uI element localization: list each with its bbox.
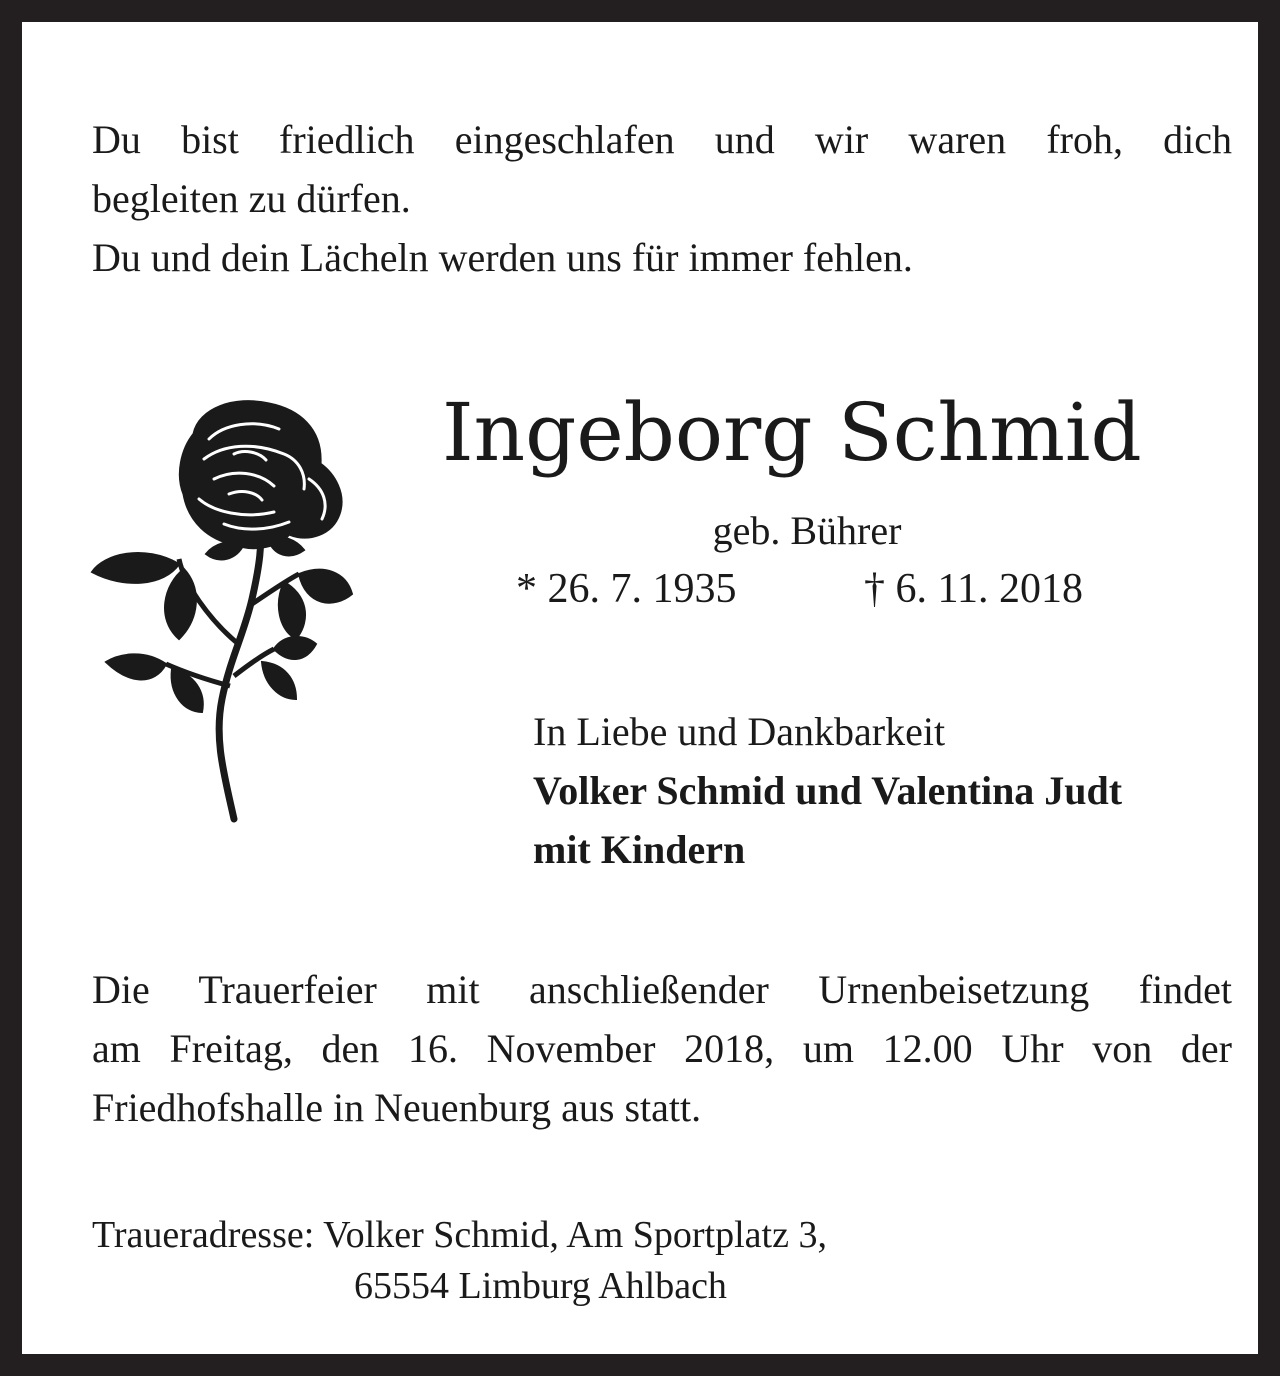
ceremony-line-1: Die Trauerfeier mit anschließender Urnenbeisetzung findet — [92, 967, 1232, 1012]
ceremony-line-2: am Freitag, den 16. November 2018, um 12.00 Uhr von der — [92, 1026, 1232, 1071]
mourners-family: mit Kindern — [533, 827, 746, 872]
intro-line-3: Du und dein Lächeln werden uns für immer fehlen. — [92, 235, 913, 280]
rose-icon — [84, 394, 359, 834]
ceremony-info — [92, 960, 1232, 1137]
deceased-name: Ingeborg Schmid — [442, 386, 1142, 479]
intro-verse — [92, 110, 1232, 287]
mourners-intro: In Liebe und Dankbarkeit — [533, 709, 946, 754]
address-line-2: 65554 Limburg Ahlbach — [354, 1265, 727, 1307]
ceremony-line-3: Friedhofshalle in Neuenburg aus statt. — [92, 1085, 702, 1130]
death-date: † 6. 11. 2018 — [864, 566, 1083, 612]
intro-line-1: Du bist friedlich eingeschlafen und wir waren froh, dich — [92, 117, 1232, 162]
intro-line-2: begleiten zu dürfen. — [92, 176, 411, 221]
maiden-name: geb. Bührer — [712, 508, 902, 553]
mourners-block — [533, 702, 1253, 879]
mourners-names: Volker Schmid und Valentina Judt — [533, 768, 1123, 813]
mourning-address — [92, 1210, 1232, 1312]
address-line-1: Traueradresse: Volker Schmid, Am Sportplatz 3, — [92, 1214, 827, 1256]
birth-date: * 26. 7. 1935 — [516, 566, 737, 612]
